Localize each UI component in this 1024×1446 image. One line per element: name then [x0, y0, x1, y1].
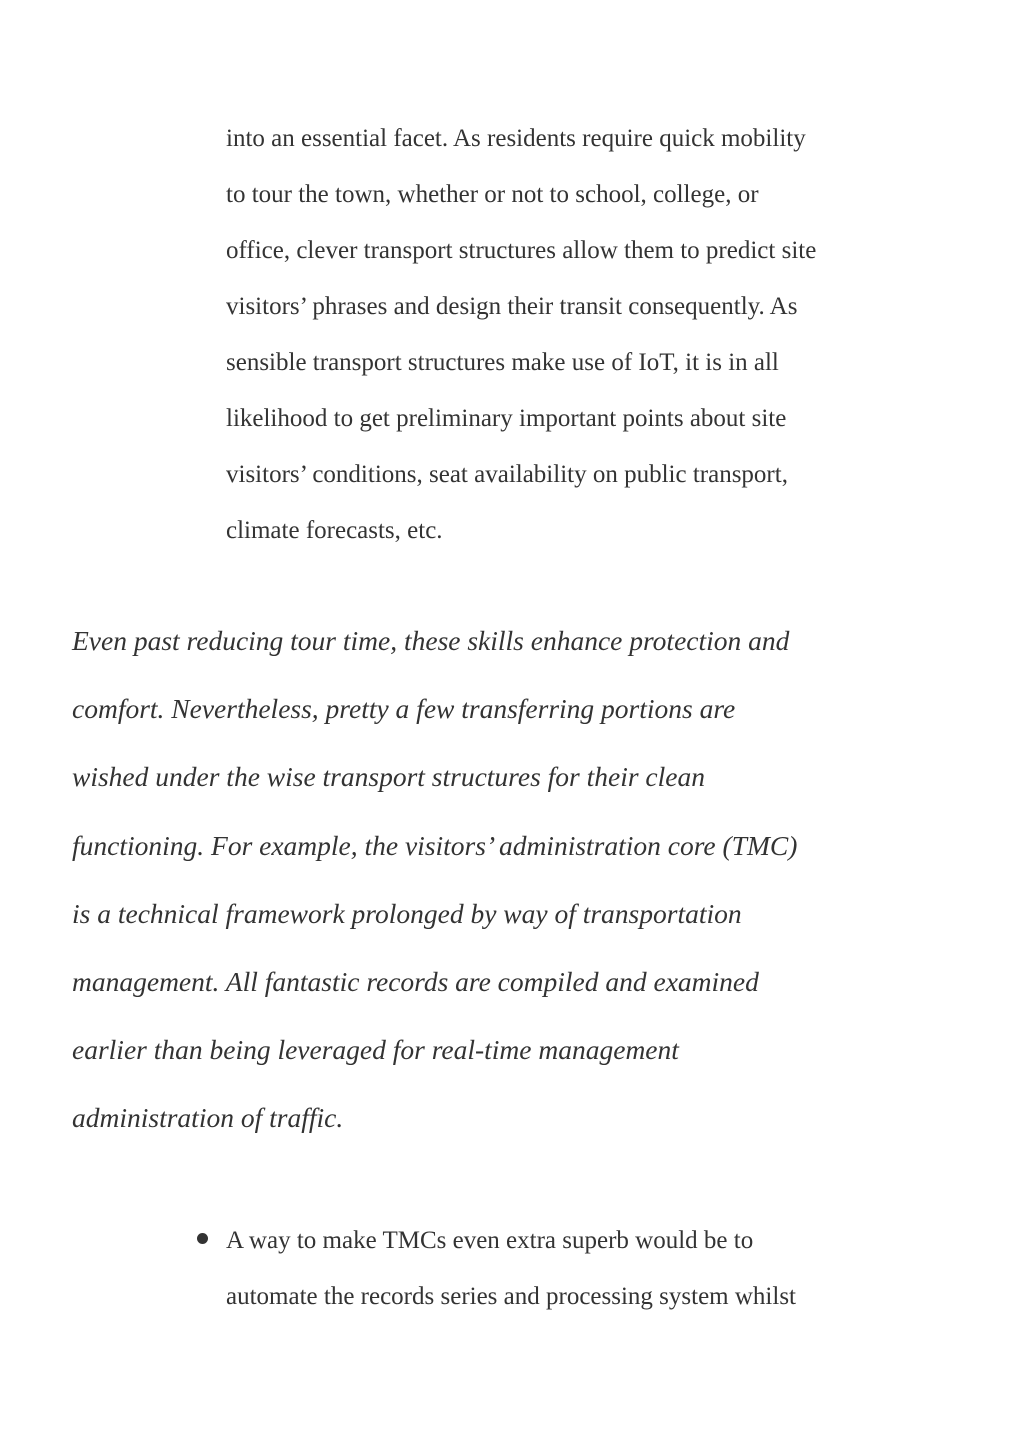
- paragraph-line: to tour the town, whether or not to school, college, or: [226, 181, 759, 208]
- paragraph-line: climate forecasts, etc.: [226, 517, 443, 544]
- paragraph-line: office, clever transport structures allow them to predict site: [226, 237, 817, 264]
- italic-paragraph: [72, 607, 952, 1153]
- paragraph-line: functioning. For example, the visitors’ administration core (TMC): [72, 829, 798, 861]
- paragraph-line: comfort. Nevertheless, pretty a few transferring portions are: [72, 693, 736, 725]
- paragraph-line: Even past reducing tour time, these skills enhance protection and: [72, 625, 790, 656]
- list-item-text: [226, 1213, 796, 1325]
- paragraph-line: management. All fantastic records are compiled and examined: [72, 966, 759, 998]
- paragraph-line: likelihood to get preliminary important points about site: [226, 405, 787, 432]
- list-item-line: automate the records series and processing system whilst: [226, 1283, 796, 1310]
- paragraph-line: visitors’ conditions, seat availability on public transport,: [226, 461, 788, 488]
- paragraph-line: is a technical framework prolonged by way of transportation: [72, 897, 742, 929]
- paragraph-line: earlier than being leveraged for real-time management: [72, 1034, 679, 1066]
- paragraph-line: sensible transport structures make use of IoT, it is in all: [226, 349, 779, 376]
- paragraph-line: visitors’ phrases and design their transit consequently. As: [226, 293, 798, 320]
- continuation-paragraph: [226, 111, 926, 559]
- paragraph-line: into an essential facet. As residents require quick mobility: [226, 125, 806, 152]
- paragraph-line: wished under the wise transport structures for their clean: [72, 761, 705, 793]
- bullet-icon: [197, 1233, 208, 1244]
- list-item-line: A way to make TMCs even extra superb would be to: [226, 1227, 754, 1254]
- paragraph-line: administration of traffic.: [72, 1102, 344, 1134]
